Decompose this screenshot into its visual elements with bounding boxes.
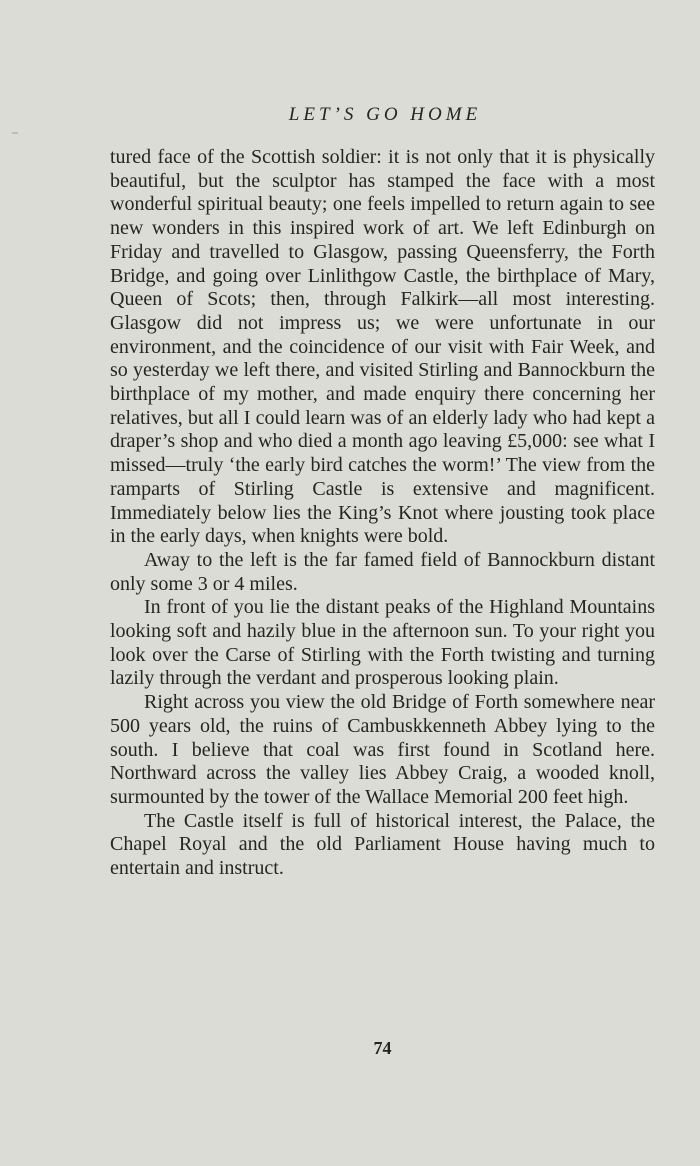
page-mark: [12, 132, 18, 134]
paragraph-1: tured face of the Scottish soldier: it is not only that it is physically beautiful, but the sculptor has stamped the face with a most wonderful spiritual beauty; one feels impelled to return again to see new wonders in this inspired work of art. We left Edinburgh on Friday and travelled to Glasgow, passing Queensferry, the Forth Bridge, and going over Linlithgow Castle, the birthplace of Mary, Queen of Scots; then, through Falkirk—all most interesting. Glasgow did not impress us; we were unfortunate in our environment, and the coincidence of our visit with Fair Week, and so yesterday we left there, and visited Stirling and Bannockburn the birthplace of my mother, and made enquiry there concerning her relatives, but all I could learn was of an elderly lady who had kept a draper’s shop and who died a month ago leaving £5,000: see what I missed—truly ‘the early bird catches the worm!’ The view from the ramparts of Stirling Castle is extensive and magnificent. Immediately below lies the King’s Knot where jousting took place in the early days, when knights were bold.: [110, 146, 655, 548]
paragraph-4: Right across you view the old Bridge of Forth somewhere near 500 years old, the ruins of Cambuskkenneth Abbey lying to the south. I believe that coal was first found in Scotland here. Northward across the valley lies Abbey Craig, a wooded knoll, surmounted by the tower of the Wallace Memorial 200 feet high.: [110, 691, 655, 808]
page-number: 74: [373, 1038, 392, 1058]
paragraph-3: In front of you lie the distant peaks of the Highland Mountains looking soft and hazily blue in the afternoon sun. To your right you look over the Carse of Stirling with the Forth twisting and turning lazily through the verdant and prosperous looking plain.: [110, 596, 655, 690]
running-head: LET’S GO HOME: [288, 104, 482, 125]
body-text: [110, 146, 655, 881]
paragraph-5: The Castle itself is full of historical interest, the Palace, the Chapel Royal and the old Parliament House having much to entertain and instruct.: [110, 809, 655, 880]
paragraph-2: Away to the left is the far famed field of Bannockburn distant only some 3 or 4 miles.: [110, 548, 655, 595]
